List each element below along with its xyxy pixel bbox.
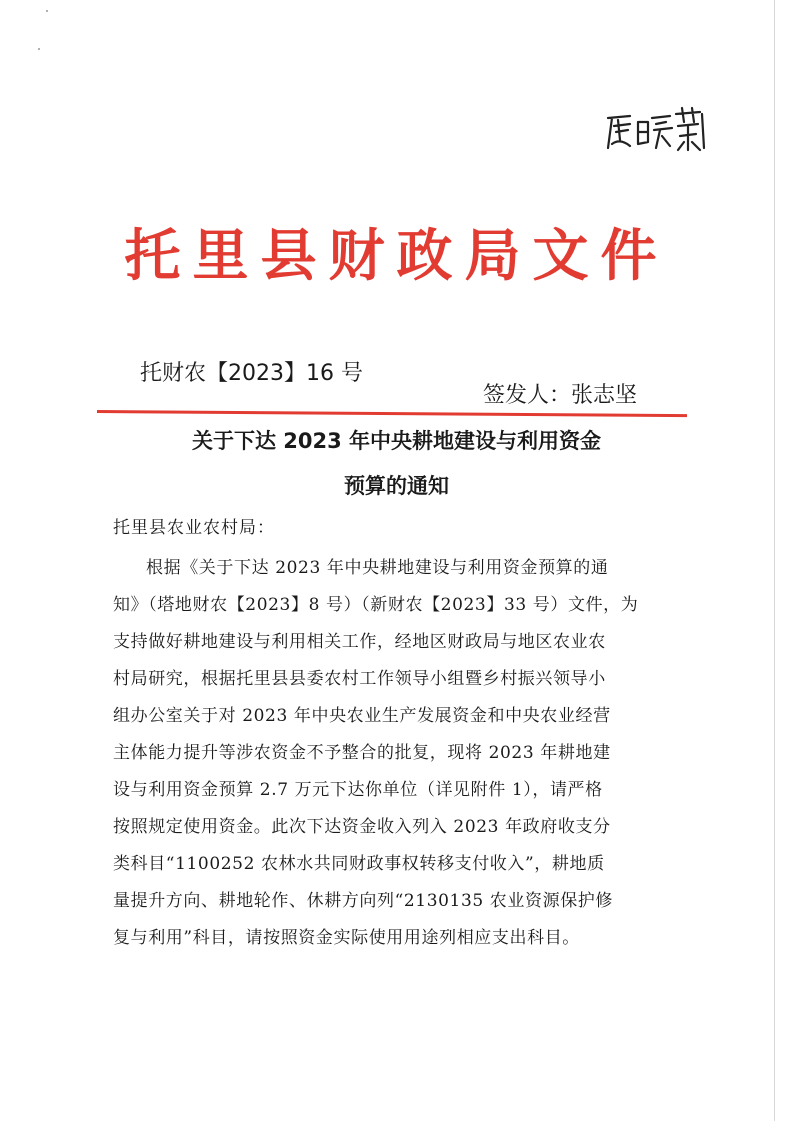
subject-title-line-2: 预算的通知 <box>344 474 449 498</box>
body-line: 村局研究，根据托里县县委农村工作领导小组暨乡村振兴领导小 <box>113 669 606 689</box>
addressee: 托里县农业农村局： <box>113 518 275 538</box>
body-line: 按照规定使用资金。此次下达资金收入列入 2023 年政府收支分 <box>113 817 611 837</box>
body-line: 类科目“1100252 农林水共同财政事权转移支付收入”，耕地质 <box>113 854 605 874</box>
body-line: 量提升方向、耕地轮作、休耕方向列“2130135 农业资源保护修 <box>113 891 614 911</box>
handwritten-signature <box>600 100 710 160</box>
scan-edge-line <box>774 0 775 1121</box>
document-header-title: 托里县财政局文件 <box>124 223 669 289</box>
document-number: 托财农【2023】16 号 <box>140 361 363 386</box>
body-line: 组办公室关于对 2023 年中央农业生产发展资金和中央农业经营 <box>113 706 611 726</box>
scan-speck <box>38 48 40 50</box>
body-line: 设与利用资金预算 2.7 万元下达你单位（详见附件 1），请严格 <box>113 780 603 800</box>
scan-speck <box>46 10 48 12</box>
body-line: 支持做好耕地建设与利用相关工作，经地区财政局与地区农业农 <box>113 632 606 652</box>
red-separator-rule <box>97 410 687 417</box>
subject-title-line-1: 关于下达 2023 年中央耕地建设与利用资金 <box>191 429 602 453</box>
body-line: 知》（塔地财农【2023】8 号）（新财农【2023】33 号）文件，为 <box>113 595 639 615</box>
body-line: 复与利用”科目，请按照资金实际使用用途列相应支出科目。 <box>113 928 580 948</box>
body-line: 主体能力提升等涉农资金不予整合的批复，现将 2023 年耕地建 <box>113 743 611 763</box>
body-line: 根据《关于下达 2023 年中央耕地建设与利用资金预算的通 <box>146 558 609 578</box>
issuer-line: 签发人：张志坚 <box>483 383 638 408</box>
